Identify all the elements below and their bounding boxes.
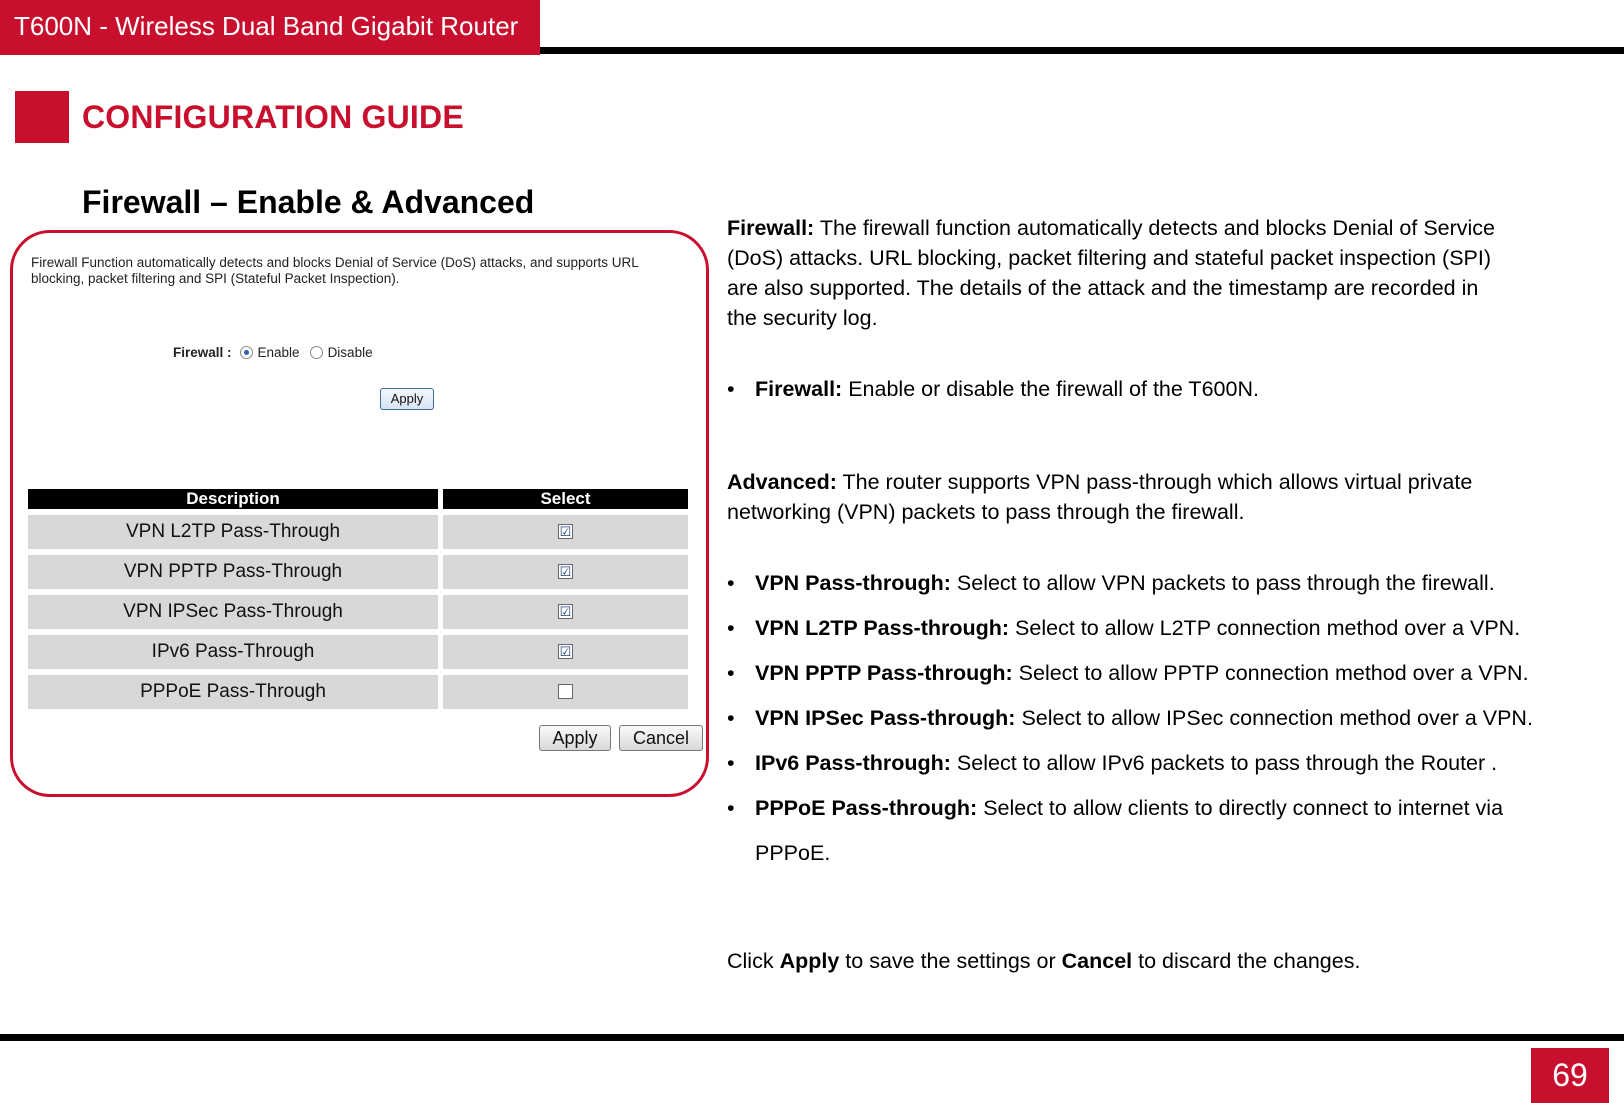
row-select-cell	[443, 555, 688, 589]
bullet-label: IPv6 Pass-through:	[755, 751, 951, 775]
firewall-intro-line: are also supported. The details of the attack and the timestamp are recorded in	[727, 276, 1479, 300]
bullet-label: VPN PPTP Pass-through:	[755, 661, 1013, 685]
firewall-radio-row	[173, 345, 383, 360]
bullet: •	[727, 706, 735, 730]
guide-title: CONFIGURATION GUIDE	[82, 99, 464, 135]
bullet: •	[727, 571, 735, 595]
pppoe-continuation: PPPoE.	[755, 841, 831, 865]
firewall-label: Firewall :	[173, 345, 232, 360]
click-suffix: to discard the changes.	[1138, 949, 1361, 973]
pptp-checkbox[interactable]: ☑	[559, 564, 572, 580]
bullet-label: VPN Pass-through:	[755, 571, 951, 595]
header-rule	[540, 47, 1624, 54]
advanced-intro-line	[727, 467, 1472, 497]
click-cancel-word: Cancel	[1061, 949, 1133, 973]
click-apply-word: Apply	[779, 949, 840, 973]
advanced-intro-line: networking (VPN) packets to pass through the firewall.	[727, 500, 1245, 524]
l2tp-checkbox[interactable]: ☑	[559, 524, 572, 540]
page-number: 69	[1531, 1048, 1609, 1103]
row-select-cell	[443, 515, 688, 549]
bullet-label: PPPoE Pass-through:	[755, 796, 978, 820]
bullet: •	[727, 377, 735, 401]
row-select-cell	[443, 675, 688, 709]
disable-radio-label: Disable	[327, 345, 373, 360]
bullet: •	[727, 661, 735, 685]
firewall-intro-line: the security log.	[727, 306, 878, 330]
bullet-text: Enable or disable the firewall of the T600N.	[848, 377, 1259, 401]
bullet-text: Select to allow IPv6 packets to pass through the Router .	[956, 751, 1498, 775]
row-label-ipsec: VPN IPSec Pass-Through	[28, 595, 438, 629]
table-row	[28, 555, 688, 589]
click-middle: to save the settings or	[845, 949, 1056, 973]
row-select-cell	[443, 595, 688, 629]
footer-rule	[0, 1034, 1624, 1041]
apply-button[interactable]: Apply	[539, 725, 611, 751]
row-label-pptp: VPN PPTP Pass-Through	[28, 555, 438, 589]
table-row	[28, 635, 688, 669]
table-row	[28, 595, 688, 629]
bullet: •	[727, 616, 735, 640]
router-screenshot-panel	[10, 230, 709, 797]
bullet-text: Select to allow IPSec connection method over a VPN.	[1021, 706, 1533, 730]
bullet-label: VPN IPSec Pass-through:	[755, 706, 1016, 730]
section-heading: Firewall – Enable & Advanced	[82, 184, 535, 220]
click-instruction	[727, 946, 1360, 976]
bullet-label: Firewall:	[755, 377, 843, 401]
guide-accent-square	[15, 91, 69, 143]
bullet-text: Select to allow VPN packets to pass through the firewall.	[956, 571, 1495, 595]
column-header-select: Select	[443, 489, 688, 509]
row-label-l2tp: VPN L2TP Pass-Through	[28, 515, 438, 549]
disable-radio[interactable]	[310, 346, 323, 359]
firewall-intro-line	[727, 213, 1495, 243]
bullet: •	[727, 796, 735, 820]
bullet-text: Select to allow PPTP connection method over a VPN.	[1018, 661, 1529, 685]
pppoe-checkbox[interactable]	[558, 684, 573, 699]
row-label-pppoe: PPPoE Pass-Through	[28, 675, 438, 709]
firewall-intro-text: The firewall function automatically detects and blocks Denial of Service	[819, 216, 1496, 240]
click-prefix: Click	[727, 949, 774, 973]
cancel-button[interactable]: Cancel	[619, 725, 703, 751]
advanced-text: The router supports VPN pass-through which allows virtual private	[842, 470, 1473, 494]
table-header-row	[28, 489, 688, 509]
firewall-intro-line: (DoS) attacks. URL blocking, packet filtering and stateful packet inspection (SPI)	[727, 246, 1492, 270]
document-title-tab: T600N - Wireless Dual Band Gigabit Router	[0, 0, 540, 55]
bullet-text: Select to allow clients to directly connect to internet via	[983, 796, 1504, 820]
row-select-cell	[443, 635, 688, 669]
firewall-apply-button[interactable]: Apply	[380, 388, 434, 410]
bullet-text: Select to allow L2TP connection method over a VPN.	[1015, 616, 1521, 640]
enable-radio-label: Enable	[257, 345, 300, 360]
ipv6-checkbox[interactable]: ☑	[559, 644, 572, 660]
bullet-label: VPN L2TP Pass-through:	[755, 616, 1010, 640]
table-row	[28, 515, 688, 549]
advanced-label: Advanced:	[727, 470, 837, 494]
enable-radio[interactable]	[240, 346, 253, 359]
advanced-table	[23, 483, 693, 715]
table-row	[28, 675, 688, 709]
panel-description: Firewall Function automatically detects and blocks Denial of Service (DoS) attacks, and supports URL blocking, packet filtering and SPI (Stateful Packet Inspection).	[31, 255, 639, 286]
firewall-intro-label: Firewall:	[727, 216, 815, 240]
row-label-ipv6: IPv6 Pass-Through	[28, 635, 438, 669]
ipsec-checkbox[interactable]: ☑	[559, 604, 572, 620]
column-header-description: Description	[28, 489, 438, 509]
bullet: •	[727, 751, 735, 775]
